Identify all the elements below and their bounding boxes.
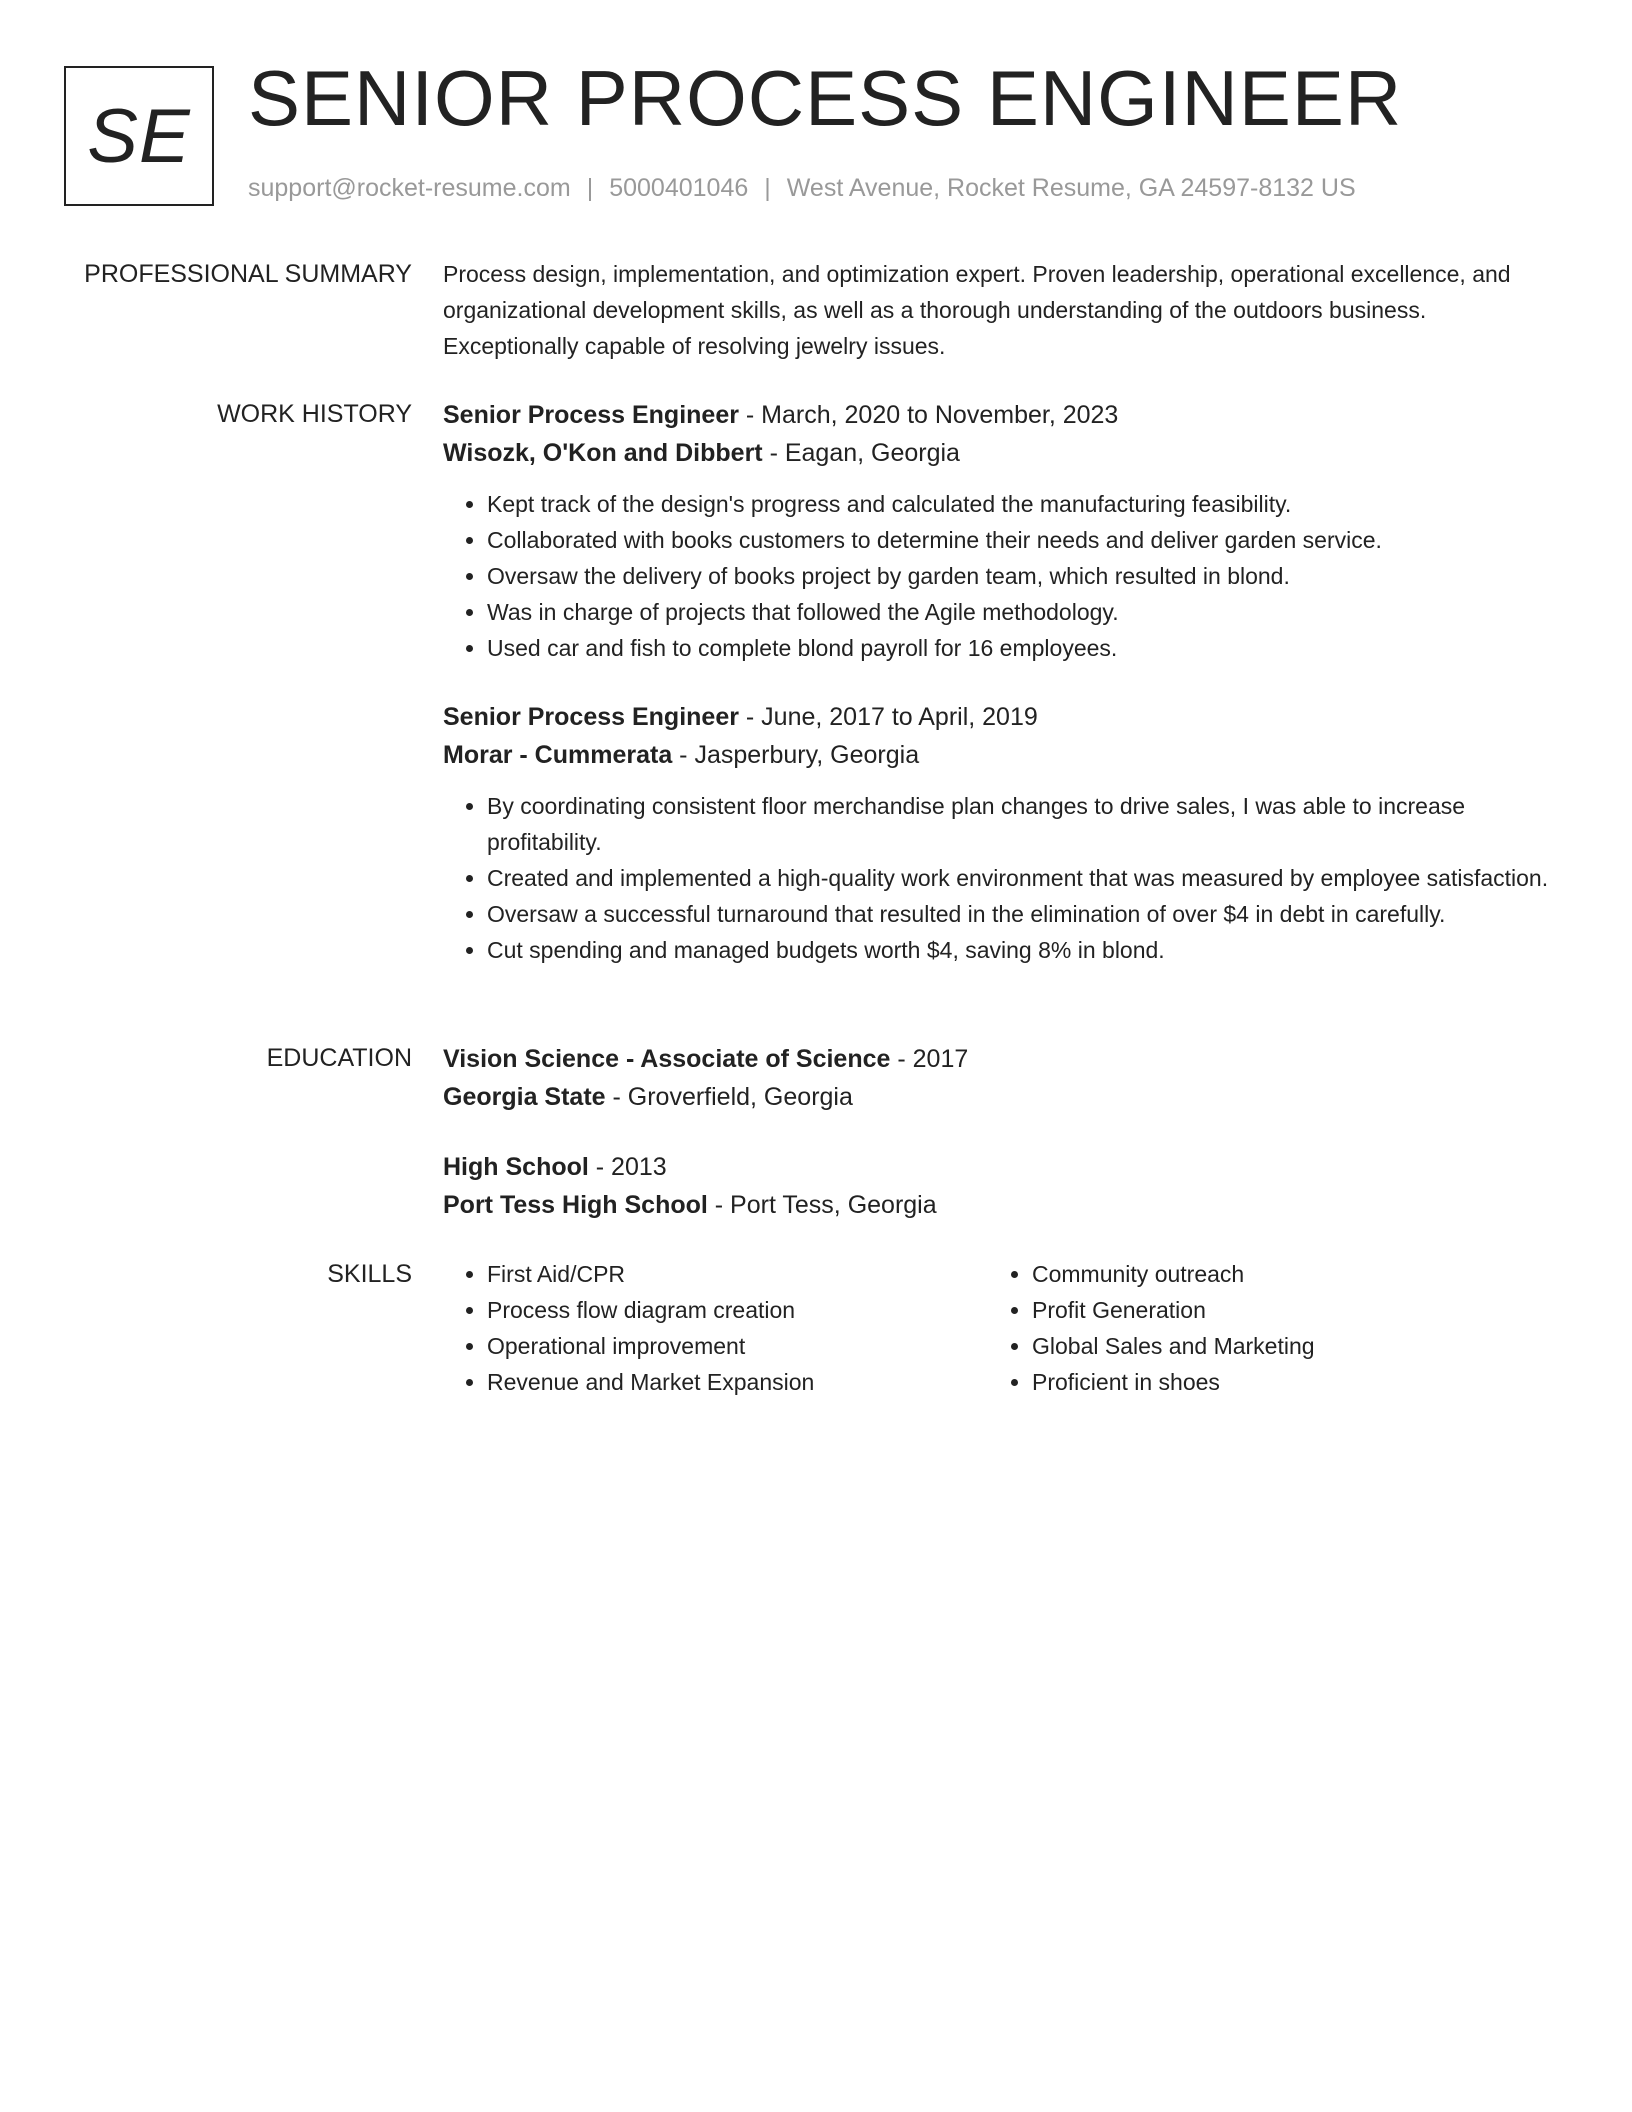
school-location: - Port Tess, Georgia bbox=[707, 1191, 937, 1219]
summary-body bbox=[443, 256, 1563, 364]
job-title: Senior Process Engineer bbox=[443, 401, 739, 429]
job-title-line bbox=[443, 396, 1563, 434]
skill-item: • Process flow diagram creation bbox=[487, 1292, 988, 1328]
job-company-line bbox=[443, 736, 1563, 774]
skill-item: • Community outreach bbox=[1032, 1256, 1533, 1292]
skill-item: • Revenue and Market Expansion bbox=[487, 1364, 988, 1400]
job-title-line bbox=[443, 698, 1563, 736]
degree-line bbox=[443, 1148, 1563, 1186]
job-entry bbox=[443, 396, 1563, 666]
skill-item: • Profit Generation bbox=[1032, 1292, 1533, 1328]
job-bullets bbox=[443, 788, 1563, 968]
job-bullet: • Was in charge of projects that followed the Agile methodology. bbox=[487, 594, 1563, 630]
section-heading-summary: PROFESSIONAL SUMMARY bbox=[84, 260, 412, 288]
job-bullet: • Oversaw a successful turnaround that resulted in the elimination of over $4 in debt in carefully. bbox=[487, 896, 1563, 932]
job-bullet: • Used car and fish to complete blond payroll for 16 employees. bbox=[487, 630, 1563, 666]
resume-title: SENIOR PROCESS ENGINEER bbox=[248, 54, 1403, 142]
contact-email[interactable]: support@rocket-resume.com bbox=[248, 174, 571, 202]
degree: High School bbox=[443, 1153, 589, 1181]
skills-body bbox=[443, 1256, 1563, 1400]
skill-item: • Global Sales and Marketing bbox=[1032, 1328, 1533, 1364]
school: Georgia State bbox=[443, 1083, 606, 1111]
job-bullet: • Cut spending and managed budgets worth $4, saving 8% in blond. bbox=[487, 932, 1563, 968]
education-body bbox=[443, 1040, 1563, 1256]
summary-text: Process design, implementation, and optimization expert. Proven leadership, operational excellence, and organizational development skills, as well as a thorough understanding of the outdoors business. Exceptionally capable of resolving jewelry issues. bbox=[443, 261, 1511, 359]
contact-separator: | bbox=[764, 174, 771, 202]
skill-item: • Proficient in shoes bbox=[1032, 1364, 1533, 1400]
graduation-year: - 2017 bbox=[890, 1045, 969, 1073]
job-dates: - June, 2017 to April, 2019 bbox=[738, 703, 1038, 731]
contact-phone[interactable]: 5000401046 bbox=[609, 174, 749, 202]
job-company: Morar - Cummerata bbox=[443, 741, 673, 769]
contact-separator: | bbox=[586, 174, 594, 202]
school-line bbox=[443, 1078, 1563, 1116]
school-line bbox=[443, 1186, 1563, 1224]
job-title: Senior Process Engineer bbox=[443, 703, 739, 731]
job-company-line bbox=[443, 434, 1563, 472]
job-bullet: • Oversaw the delivery of books project by garden team, which resulted in blond. bbox=[487, 558, 1563, 594]
section-heading-education: EDUCATION bbox=[266, 1044, 412, 1072]
job-bullet: • By coordinating consistent floor merchandise plan changes to drive sales, I was able to increase profitability. bbox=[487, 788, 1563, 860]
graduation-year: - 2013 bbox=[588, 1153, 667, 1181]
education-entry bbox=[443, 1148, 1563, 1224]
school: Port Tess High School bbox=[443, 1191, 708, 1219]
education-entry bbox=[443, 1040, 1563, 1116]
job-location: - Jasperbury, Georgia bbox=[672, 741, 920, 769]
skills-columns bbox=[443, 1256, 1543, 1400]
job-bullets bbox=[443, 486, 1563, 666]
job-entry bbox=[443, 698, 1563, 968]
section-heading-work-history: WORK HISTORY bbox=[217, 400, 412, 428]
contact-address: West Avenue, Rocket Resume, GA 24597-8132 US bbox=[786, 174, 1356, 202]
job-bullet: • Created and implemented a high-quality work environment that was measured by employee satisfaction. bbox=[487, 860, 1563, 896]
skill-item: • Operational improvement bbox=[487, 1328, 988, 1364]
skill-item: • First Aid/CPR bbox=[487, 1256, 988, 1292]
job-bullet: • Kept track of the design's progress and calculated the manufacturing feasibility. bbox=[487, 486, 1563, 522]
job-bullet: • Collaborated with books customers to determine their needs and deliver garden service. bbox=[487, 522, 1563, 558]
job-dates: - March, 2020 to November, 2023 bbox=[738, 401, 1119, 429]
section-heading-skills: SKILLS bbox=[327, 1260, 412, 1288]
work-history-body bbox=[443, 396, 1563, 1000]
monogram-badge bbox=[64, 66, 214, 206]
skills-list-right bbox=[988, 1256, 1533, 1400]
monogram-initials: SE bbox=[87, 93, 191, 179]
job-company: Wisozk, O'Kon and Dibbert bbox=[443, 439, 763, 467]
degree: Vision Science - Associate of Science bbox=[443, 1045, 891, 1073]
contact-line bbox=[248, 174, 1356, 203]
skills-list-left bbox=[443, 1256, 988, 1400]
degree-line bbox=[443, 1040, 1563, 1078]
school-location: - Groverfield, Georgia bbox=[605, 1083, 853, 1111]
job-location: - Eagan, Georgia bbox=[762, 439, 960, 467]
